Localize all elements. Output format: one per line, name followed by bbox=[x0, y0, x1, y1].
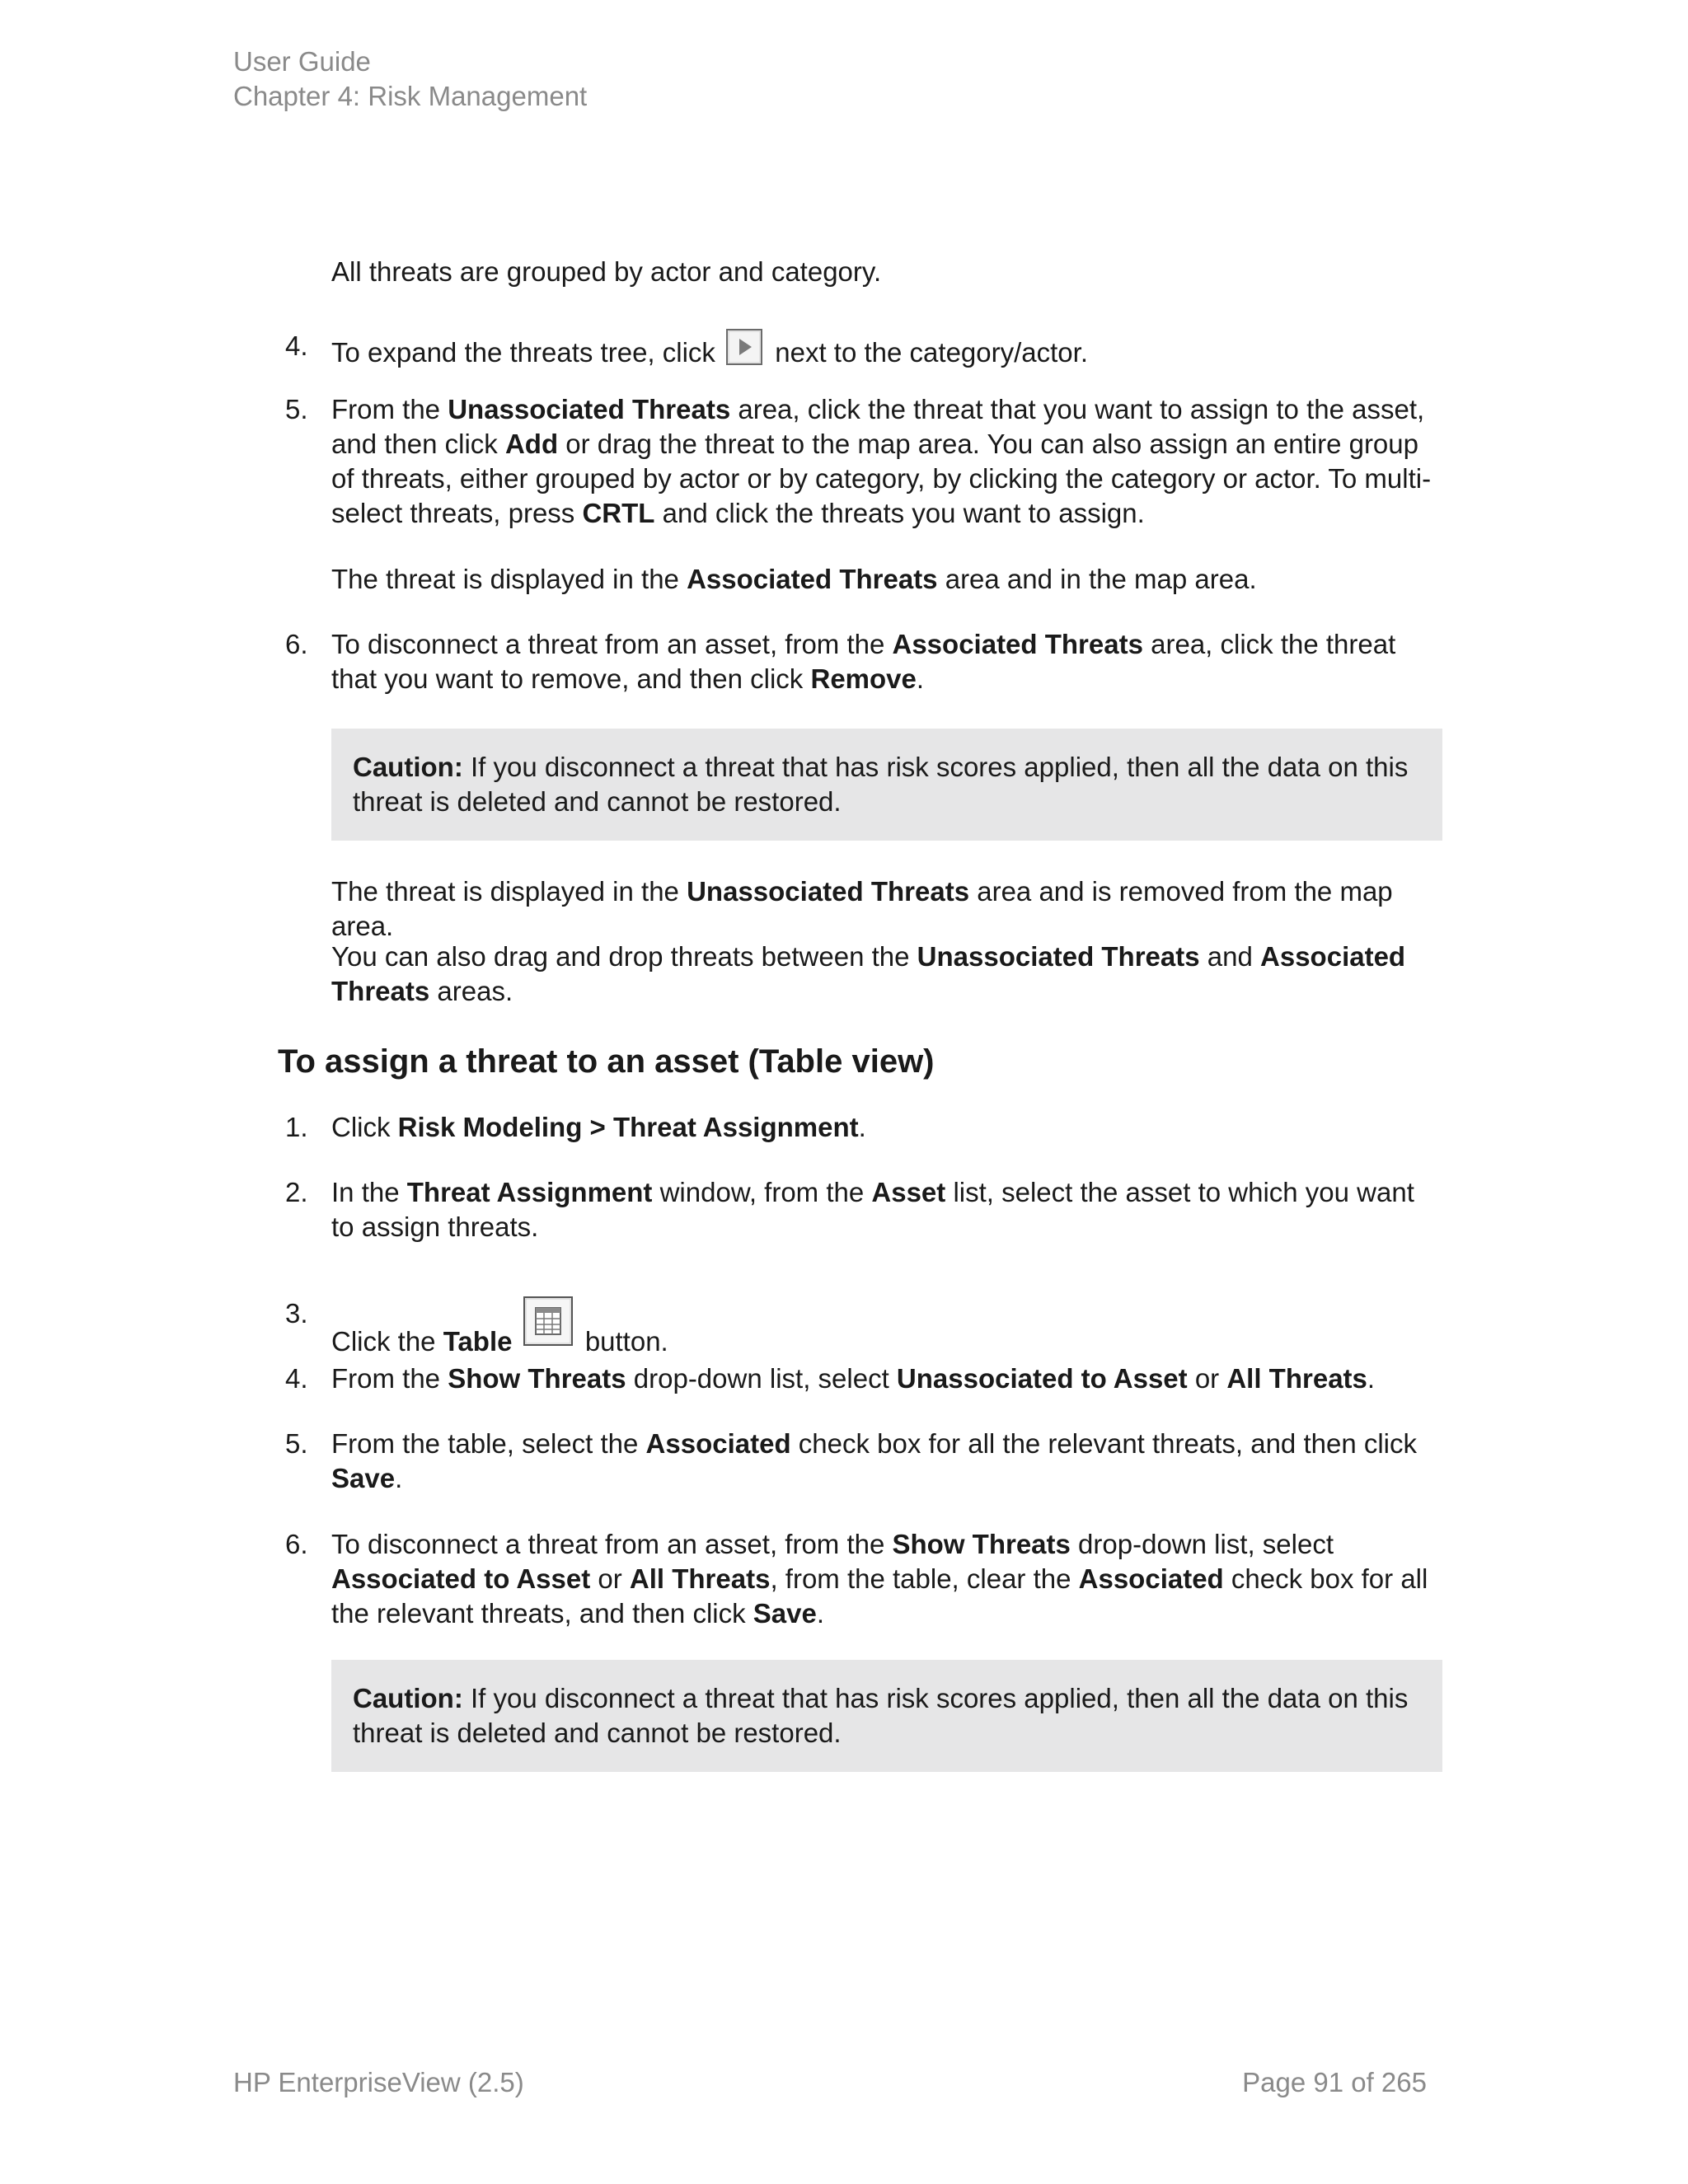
step-text: , from the table, clear the bbox=[770, 1563, 1071, 1594]
step-emphasis: Save bbox=[753, 1598, 817, 1629]
step-text: list, select the asset to which you want to assign threats. bbox=[331, 1177, 1414, 1242]
footer-page-number: Page 91 of 265 bbox=[1242, 2067, 1427, 2097]
para-text: The threat is displayed in the bbox=[331, 564, 679, 594]
step-text: check box for all the relevant threats, and then click bbox=[331, 1563, 1428, 1629]
step-text: . bbox=[858, 1112, 866, 1142]
step-emphasis: Unassociated Threats bbox=[448, 394, 731, 424]
step-number: 4. bbox=[285, 330, 308, 361]
para-text: You can also drag and drop threats between the bbox=[331, 941, 910, 972]
step-text: To disconnect a threat from an asset, from the bbox=[331, 1529, 885, 1559]
caution-label: Caution: bbox=[353, 752, 463, 782]
step-number: 1. bbox=[285, 1112, 308, 1142]
step-emphasis: Show Threats bbox=[892, 1529, 1071, 1559]
expand-arrow-icon[interactable] bbox=[726, 329, 762, 373]
step-number: 5. bbox=[285, 1428, 308, 1459]
step-text: next to the category/actor. bbox=[775, 337, 1088, 368]
caution-label: Caution: bbox=[353, 1683, 463, 1713]
step-text: window, from the bbox=[659, 1177, 865, 1207]
step-text: or bbox=[1194, 1363, 1220, 1394]
step-text: or bbox=[598, 1563, 622, 1594]
para-emphasis: Associated Threats bbox=[331, 941, 1406, 1006]
step-text: In the bbox=[331, 1177, 400, 1207]
step-text: . bbox=[1367, 1363, 1376, 1394]
step-number: 5. bbox=[285, 394, 308, 424]
step-text: area, click the threat that you want to assign to the asset, and then click bbox=[331, 394, 1425, 459]
step-text: drop-down list, select bbox=[1078, 1529, 1334, 1559]
step-number: 4. bbox=[285, 1363, 308, 1394]
para-text: area and in the map area. bbox=[945, 564, 1257, 594]
step-text: From the table, select the bbox=[331, 1428, 639, 1459]
step-text: To expand the threats tree, click bbox=[331, 337, 715, 368]
footer-product: HP EnterpriseView (2.5) bbox=[233, 2067, 524, 2097]
intro-text: All threats are grouped by actor and category. bbox=[331, 256, 882, 287]
step-emphasis: Risk Modeling > Threat Assignment bbox=[397, 1112, 859, 1142]
step-emphasis: Show Threats bbox=[448, 1363, 626, 1394]
step-emphasis: Associated to Asset bbox=[331, 1563, 591, 1594]
step-emphasis: Threat Assignment bbox=[406, 1177, 653, 1207]
step-emphasis: CRTL bbox=[582, 498, 655, 528]
step-text: From the bbox=[331, 394, 441, 424]
step-emphasis: Associated Threats bbox=[892, 629, 1143, 659]
caution-box bbox=[331, 1660, 1442, 1772]
step-text: Click bbox=[331, 1112, 391, 1142]
drag-note bbox=[331, 940, 1444, 1009]
para-text: The threat is displayed in the bbox=[331, 876, 679, 907]
step-number: 3. bbox=[285, 1298, 308, 1329]
step-text: and click the threats you want to assign. bbox=[662, 498, 1145, 528]
para-emphasis: Unassociated Threats bbox=[917, 941, 1200, 972]
step-text: button. bbox=[584, 1326, 668, 1357]
step-emphasis: Associated bbox=[645, 1428, 791, 1459]
para-text: area and is removed from the map area. bbox=[331, 876, 1393, 941]
step-number: 2. bbox=[285, 1177, 308, 1207]
step-text: area, click the threat that you want to remove, and then click bbox=[331, 629, 1396, 694]
section-heading: To assign a threat to an asset (Table view) bbox=[278, 1043, 935, 1080]
step-emphasis: Unassociated to Asset bbox=[896, 1363, 1188, 1394]
step-emphasis: All Threats bbox=[1226, 1363, 1367, 1394]
step-text: From the bbox=[331, 1363, 441, 1394]
para-emphasis: Associated Threats bbox=[687, 564, 938, 594]
step-text: Click the bbox=[331, 1326, 436, 1357]
result-associated bbox=[331, 562, 1444, 597]
caution-text: If you disconnect a threat that has risk scores applied, then all the data on this threat is deleted and cannot be restored. bbox=[353, 1683, 1409, 1748]
step-emphasis: Add bbox=[504, 429, 559, 459]
doc-title: User Guide bbox=[233, 46, 371, 77]
para-text: areas. bbox=[437, 976, 513, 1006]
step-emphasis: Save bbox=[331, 1463, 396, 1493]
table-grid-icon[interactable] bbox=[523, 1296, 573, 1354]
step-text: . bbox=[816, 1598, 825, 1629]
caution-box bbox=[331, 729, 1442, 841]
step-text: check box for all the relevant threats, and then click bbox=[798, 1428, 1418, 1459]
result-unassociated bbox=[331, 874, 1444, 944]
step-emphasis: Table bbox=[443, 1326, 513, 1357]
step-text: . bbox=[395, 1463, 403, 1493]
caution-text: If you disconnect a threat that has risk scores applied, then all the data on this threat is deleted and cannot be restored. bbox=[353, 752, 1409, 817]
para-text: and bbox=[1207, 941, 1253, 972]
step-text: or drag the threat to the map area. You can also assign an entire group of threats, either grouped by actor or by category, by clicking the category or actor. To multi-select threats, press bbox=[331, 429, 1432, 528]
step-emphasis: Associated bbox=[1078, 1563, 1224, 1594]
chapter-title: Chapter 4: Risk Management bbox=[233, 81, 588, 111]
step-emphasis: All Threats bbox=[629, 1563, 771, 1594]
step-text: To disconnect a threat from an asset, from the bbox=[331, 629, 885, 659]
step-text: . bbox=[916, 663, 925, 694]
para-emphasis: Unassociated Threats bbox=[687, 876, 970, 907]
step-emphasis: Remove bbox=[810, 663, 917, 694]
step-number: 6. bbox=[285, 1529, 308, 1559]
step-number: 6. bbox=[285, 629, 308, 659]
step-emphasis: Asset bbox=[871, 1177, 946, 1207]
step-text: drop-down list, select bbox=[633, 1363, 889, 1394]
